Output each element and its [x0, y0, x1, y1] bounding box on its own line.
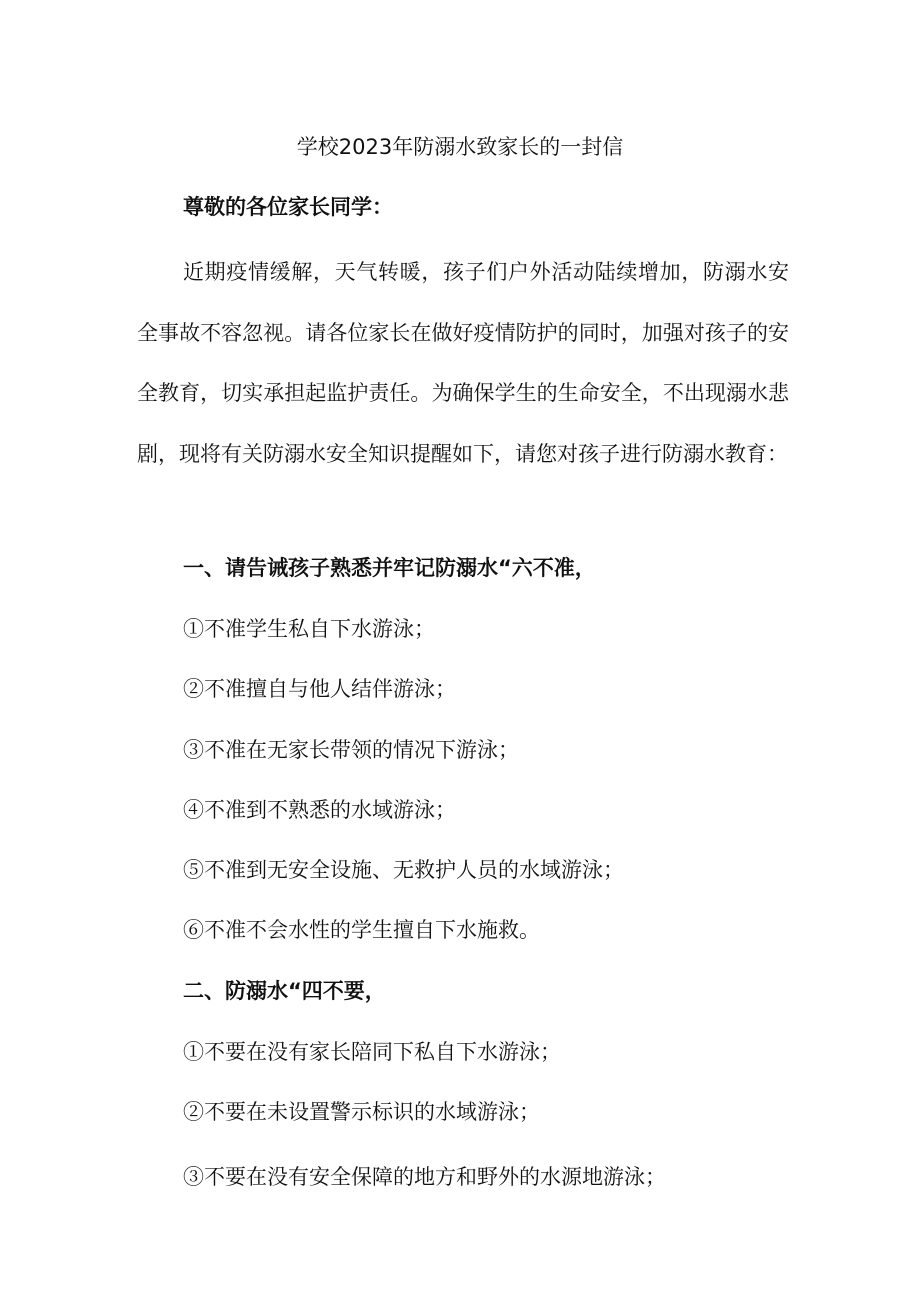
- intro-paragraph: 近期疫情缓解，天气转暖，孩子们户外活动陆续增加，防溺水安全事故不容忽视。请各位家长在做好疫情防护的同时，加强对孩子的安全教育，切实承担起监护责任。为确保学生的生命安全，不出现溺水悲剧，现将有关防溺水安全知识提醒如下，请您对孩子进行防溺水教育：: [137, 260, 789, 466]
- section-1-item: ②不准擅自与他人结伴游泳；: [183, 677, 456, 701]
- section-1-item: ③不准在无家长带领的情况下游泳；: [183, 738, 519, 762]
- section-2-item: ③不要在没有安全保障的地方和野外的水源地游泳；: [183, 1165, 666, 1189]
- section-2-item: ①不要在没有家长陪同下私自下水游泳；: [183, 1040, 561, 1064]
- section-1-item: ④不准到不熟悉的水域游泳；: [183, 798, 456, 822]
- greeting: 尊敬的各位家长同学：: [183, 195, 393, 219]
- section-1-item: ⑥不准不会水性的学生擅自下水施救。: [183, 918, 540, 942]
- document-title: 学校2023年防溺水致家长的一封信: [296, 135, 624, 159]
- section-1-item: ⑤不准到无安全设施、无救护人员的水域游泳；: [183, 858, 624, 882]
- section-2-item: ②不要在未设置警示标识的水域游泳；: [183, 1100, 540, 1124]
- section-1-heading: 一、请告诫孩子熟悉并牢记防溺水“六不准，: [183, 556, 596, 580]
- section-2-heading: 二、防溺水“四不要，: [183, 979, 386, 1003]
- section-1-item: ①不准学生私自下水游泳；: [183, 617, 435, 641]
